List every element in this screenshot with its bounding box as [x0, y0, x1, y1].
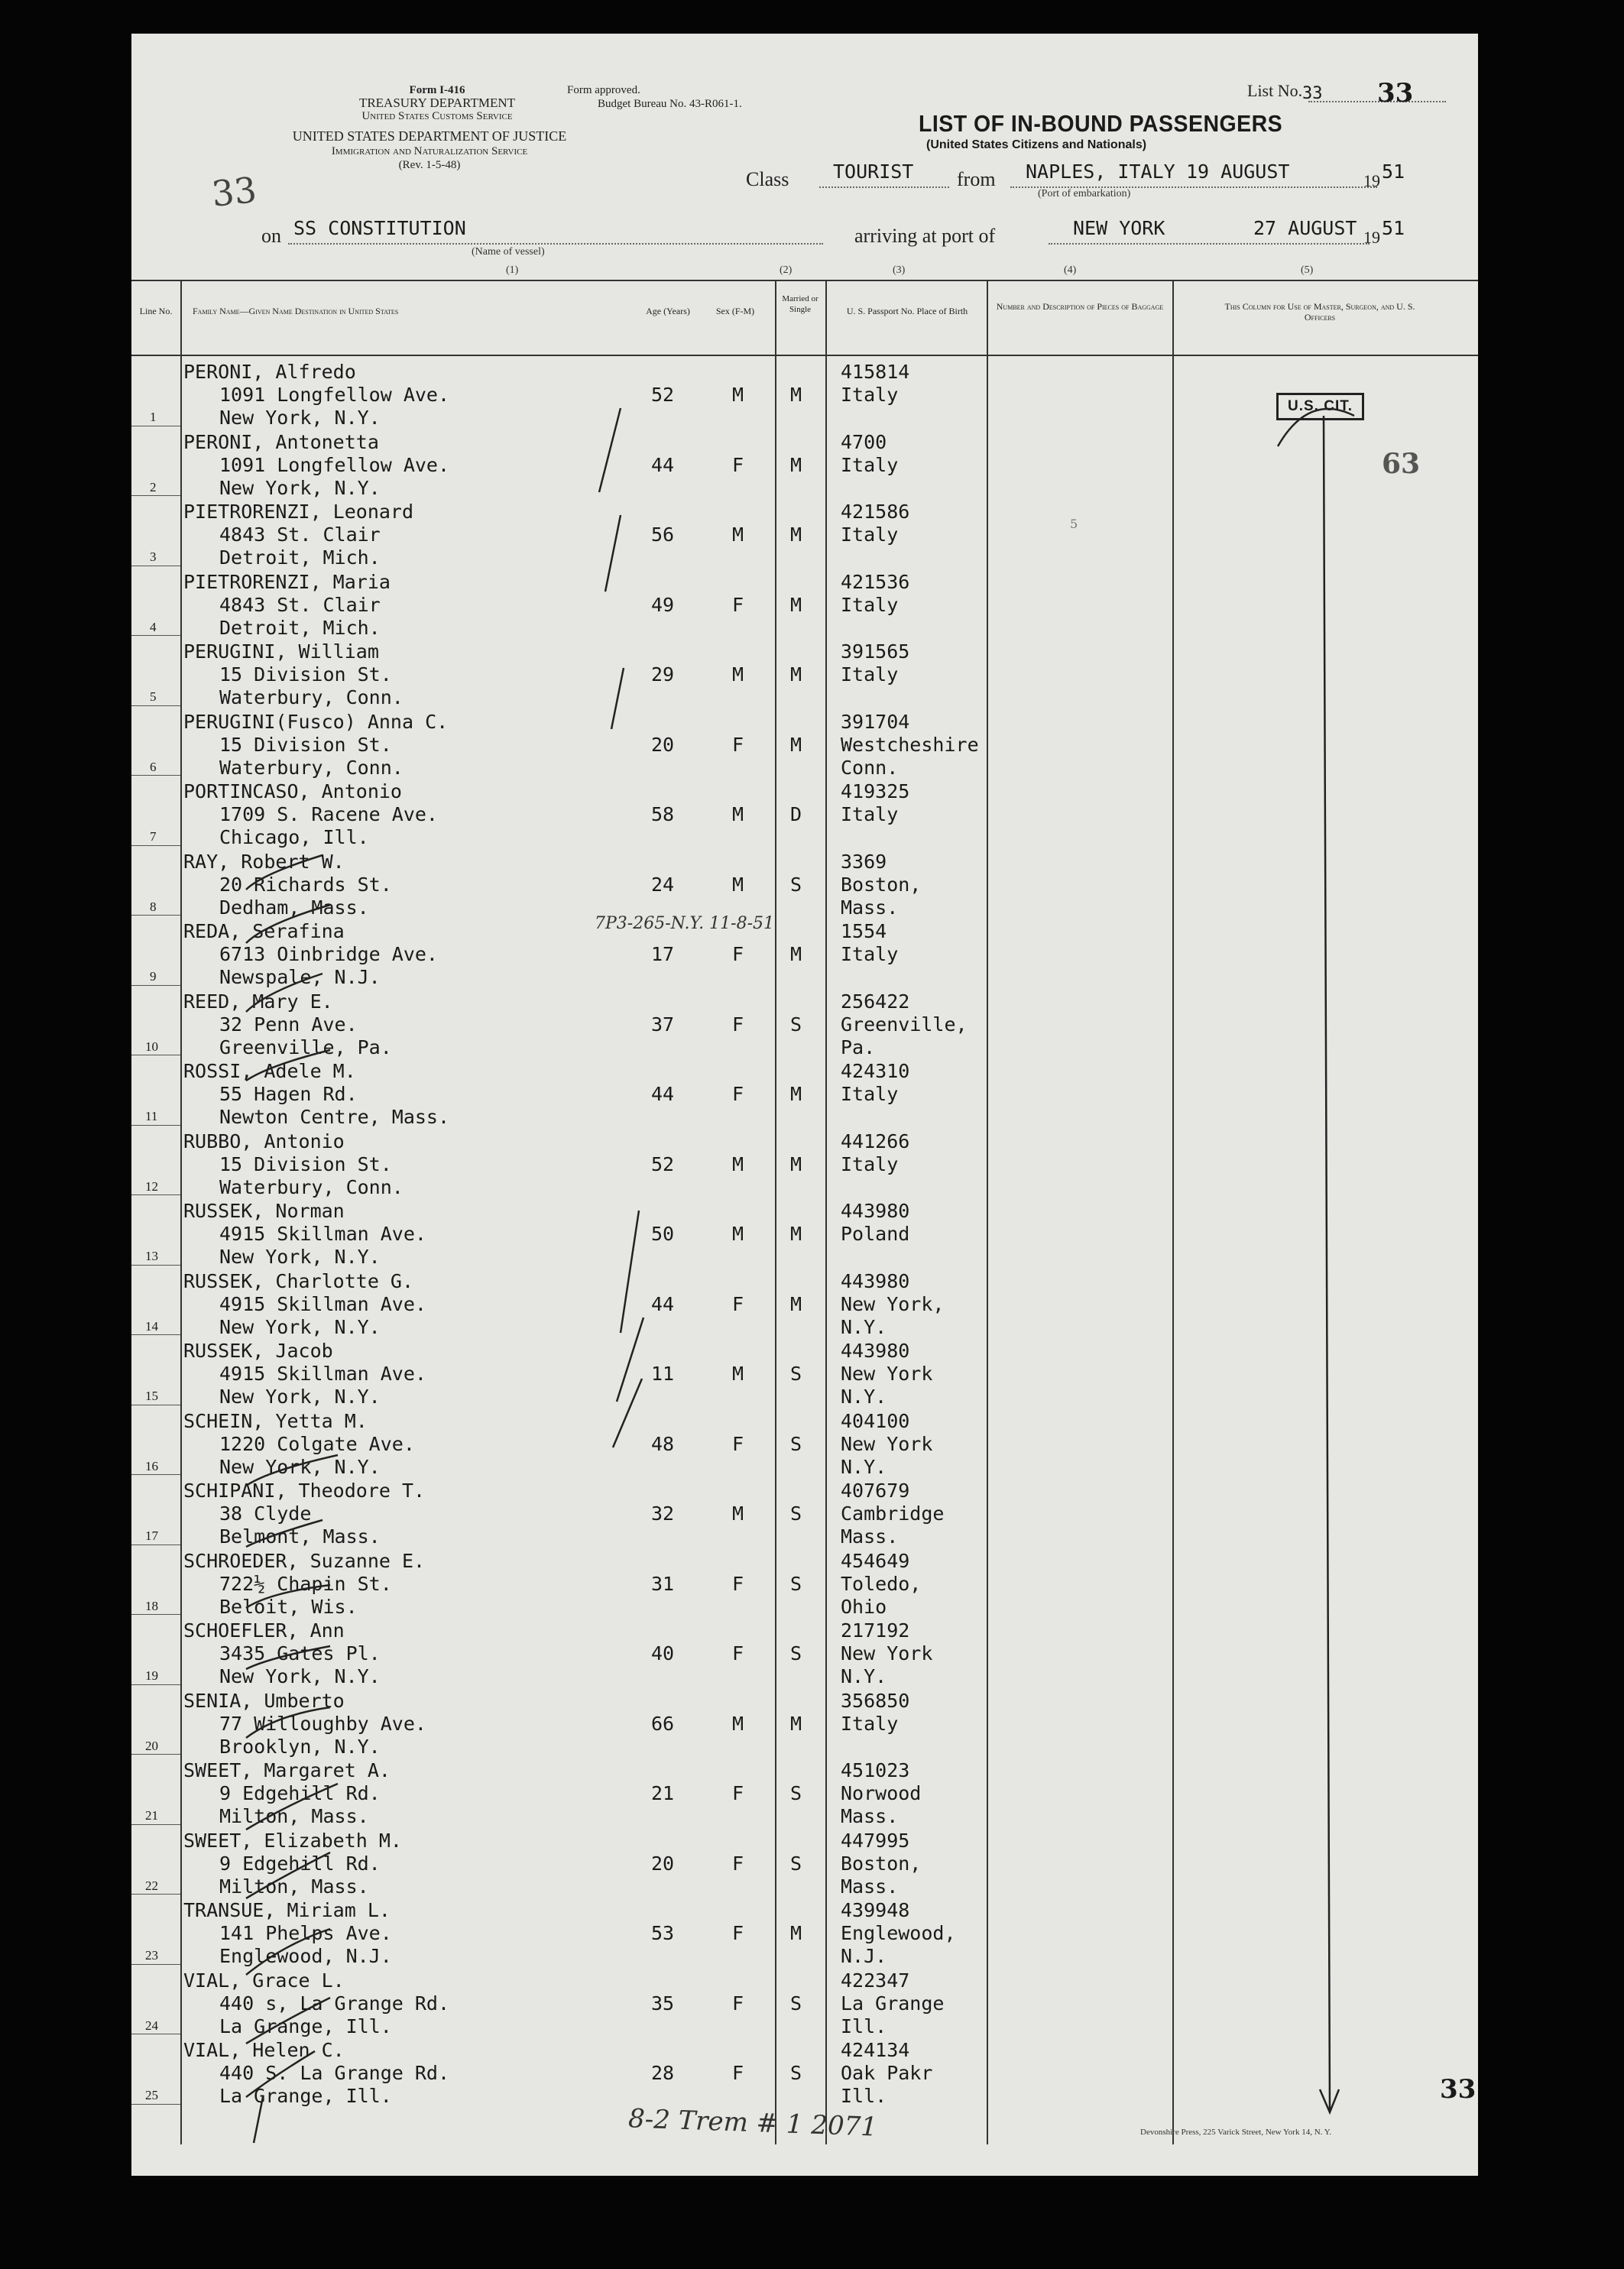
check-marks — [131, 34, 1478, 2176]
address-city: New York, N.Y. — [219, 1315, 381, 1338]
passport-number: 439948 — [841, 1899, 910, 1921]
age-value: 32 — [651, 1502, 675, 1525]
address-street: 32 Penn Ave. — [219, 1013, 358, 1036]
age-value: 35 — [651, 1992, 675, 2015]
age-value: 28 — [651, 2062, 675, 2084]
line-number: 1 — [150, 410, 157, 424]
address-city: New York, N.Y. — [219, 1665, 381, 1687]
line-number: 16 — [145, 1458, 158, 1473]
address-street: 20 Richards St. — [219, 873, 392, 896]
birth-place: Italy — [841, 453, 899, 476]
customs-heading: United States Customs Service — [361, 110, 513, 122]
age-value: 37 — [651, 1013, 675, 1036]
arrival-port: NEW YORK — [1073, 217, 1165, 239]
passport-number: 454649 — [841, 1549, 910, 1572]
col-header-officers: This Column for Use of Master, Surgeon, and U. S. Officers — [1224, 301, 1415, 323]
marital-status: M — [790, 453, 802, 476]
passport-number: 391704 — [841, 710, 910, 733]
birth-place: Oak Pakr — [841, 2062, 933, 2084]
age-value: 29 — [651, 663, 675, 686]
class-label: Class — [746, 168, 789, 190]
address-city: Dedham, Mass. — [219, 896, 369, 919]
birth-place-2: Ill. — [841, 2085, 887, 2107]
address-city: Newton Centre, Mass. — [219, 1106, 450, 1128]
birth-place: New York, — [841, 1292, 945, 1315]
sex-value: M — [732, 873, 744, 896]
address-city: Milton, Mass. — [219, 1875, 369, 1898]
passenger-name: RUSSEK, Jacob — [183, 1340, 333, 1362]
birth-place: Poland — [841, 1223, 910, 1245]
address-street: 15 Division St. — [219, 663, 392, 686]
passenger-name: RUBBO, Antonio — [183, 1130, 345, 1152]
passport-number: 443980 — [841, 1269, 910, 1292]
line-number: 15 — [145, 1389, 158, 1403]
line-number: 11 — [145, 1109, 158, 1123]
marital-status: M — [790, 943, 802, 965]
address-street: 9 Edgehill Rd. — [219, 1852, 381, 1875]
birth-place-2: Ohio — [841, 1595, 887, 1618]
age-value: 52 — [651, 384, 675, 406]
marital-status: S — [790, 1572, 802, 1595]
marital-status: M — [790, 593, 802, 616]
passenger-name: PERUGINI(Fusco) Anna C. — [183, 710, 449, 733]
marital-status: S — [790, 873, 802, 896]
sex-value: F — [732, 943, 744, 965]
birth-place: Cambridge — [841, 1502, 945, 1525]
sex-value: F — [732, 1572, 744, 1595]
marital-status: S — [790, 1852, 802, 1875]
sex-value: M — [732, 523, 744, 546]
ins-heading: Immigration and Naturalization Service — [331, 145, 528, 157]
address-city: New York, N.Y. — [219, 1386, 381, 1408]
page-title: LIST OF IN-BOUND PASSENGERS — [919, 110, 1283, 137]
sex-value: F — [732, 1642, 744, 1664]
address-city: New York, N.Y. — [219, 1455, 381, 1478]
passport-number: 421586 — [841, 501, 910, 523]
passenger-name: PERONI, Alfredo — [183, 361, 356, 383]
birth-place: Norwood — [841, 1782, 922, 1804]
age-value: 44 — [651, 453, 675, 476]
sex-value: M — [732, 1223, 744, 1245]
passenger-name: REED, Mary E. — [183, 990, 333, 1013]
passport-number: 3369 — [841, 850, 887, 873]
vessel-name: SS CONSTITUTION — [293, 217, 466, 239]
address-city: Belmont, Mass. — [219, 1525, 381, 1548]
class-value: TOURIST — [833, 160, 914, 183]
address-street: 440 S. La Grange Rd. — [219, 2062, 450, 2084]
col-number-1: (1) — [506, 264, 519, 276]
passenger-name: PIETRORENZI, Leonard — [183, 501, 414, 523]
departure-date: 19 AUGUST — [1186, 160, 1290, 183]
passport-number: 1554 — [841, 920, 887, 942]
birth-place: La Grange — [841, 1992, 945, 2015]
birth-place: Italy — [841, 943, 899, 965]
marital-status: M — [790, 384, 802, 406]
age-value: 44 — [651, 1292, 675, 1315]
col-header-baggage: Number and Description of Pieces of Baggage — [996, 301, 1164, 312]
line-number: 8 — [150, 899, 157, 914]
age-value: 49 — [651, 593, 675, 616]
margin-number: 33 — [209, 169, 259, 215]
row3-mark: 5 — [1070, 517, 1078, 531]
birth-place: Italy — [841, 663, 899, 686]
address-street: 3435 Gates Pl. — [219, 1642, 381, 1664]
marital-status: M — [790, 663, 802, 686]
age-value: 66 — [651, 1712, 675, 1735]
address-city: Waterbury, Conn. — [219, 756, 404, 779]
birth-place: New York — [841, 1642, 933, 1664]
passenger-name: SCHIPANI, Theodore T. — [183, 1480, 426, 1502]
sex-value: M — [732, 1502, 744, 1525]
line-number: 10 — [145, 1039, 158, 1054]
address-city: New York, N.Y. — [219, 1246, 381, 1268]
address-city: Detroit, Mich. — [219, 546, 381, 569]
line-number: 17 — [145, 1528, 158, 1543]
passenger-name: PIETRORENZI, Maria — [183, 570, 391, 593]
address-city: Detroit, Mich. — [219, 616, 381, 639]
birth-place-2: Ill. — [841, 2015, 887, 2037]
address-city: Milton, Mass. — [219, 1805, 369, 1827]
list-no-label: List No. — [1247, 81, 1303, 100]
address-street: 4843 St. Clair — [219, 593, 381, 616]
passport-number: 451023 — [841, 1759, 910, 1781]
passenger-name: RUSSEK, Norman — [183, 1200, 345, 1222]
treasury-heading: TREASURY DEPARTMENT — [358, 96, 516, 110]
vessel-caption: (Name of vessel) — [472, 246, 545, 258]
page-number: 33 — [1440, 2074, 1477, 2105]
address-city: Waterbury, Conn. — [219, 1175, 404, 1198]
passenger-name: SENIA, Umberto — [183, 1689, 345, 1712]
address-street: 1091 Longfellow Ave. — [219, 453, 450, 476]
age-value: 11 — [651, 1363, 675, 1385]
passenger-name: PERUGINI, William — [183, 640, 379, 663]
line-number: 18 — [145, 1598, 158, 1613]
age-value: 58 — [651, 803, 675, 825]
age-value: 17 — [651, 943, 675, 965]
address-street: 4843 St. Clair — [219, 523, 381, 546]
address-city: Brooklyn, N.Y. — [219, 1735, 381, 1758]
passenger-name: REDA, Serafina — [183, 920, 345, 942]
marital-status: M — [790, 733, 802, 756]
passenger-name: VIAL, Helen C. — [183, 2039, 345, 2061]
marital-status: D — [790, 803, 802, 825]
passenger-name: SWEET, Elizabeth M. — [183, 1829, 402, 1852]
col-number-3: (3) — [893, 264, 906, 276]
address-street: 9 Edgehill Rd. — [219, 1782, 381, 1804]
passport-number: 422347 — [841, 1969, 910, 1992]
age-value: 53 — [651, 1922, 675, 1944]
address-city: Beloit, Wis. — [219, 1595, 358, 1618]
sex-value: F — [732, 733, 744, 756]
passenger-name: ROSSI, Adele M. — [183, 1060, 356, 1082]
line-number: 22 — [145, 1878, 158, 1893]
line-number: 2 — [150, 479, 157, 494]
col-number-4: (4) — [1064, 264, 1077, 276]
line-number: 20 — [145, 1738, 158, 1753]
passport-number: 424310 — [841, 1060, 910, 1082]
manifest-page — [131, 34, 1478, 2176]
us-citizen-stamp: U.S. CIT. — [1276, 393, 1364, 420]
marital-status: S — [790, 1642, 802, 1664]
sex-value: F — [732, 1782, 744, 1804]
passport-number: 415814 — [841, 361, 910, 383]
marital-status: S — [790, 1502, 802, 1525]
passport-number: 256422 — [841, 990, 910, 1013]
address-city: Greenville, Pa. — [219, 1036, 392, 1058]
marital-status: M — [790, 1152, 802, 1175]
sex-value: M — [732, 1152, 744, 1175]
passenger-name: TRANSUE, Miriam L. — [183, 1899, 391, 1921]
birth-place: Italy — [841, 523, 899, 546]
address-street: 722½ Chapin St. — [219, 1572, 392, 1595]
col-header-name: Family Name—Given Name Destination in United States — [193, 306, 399, 316]
address-street: 77 Willoughby Ave. — [219, 1712, 426, 1735]
list-no-typed: 33 — [1302, 84, 1323, 103]
col-header-passport: U. S. Passport No. Place of Birth — [846, 306, 968, 316]
sex-value: F — [732, 1432, 744, 1455]
from-label: from — [957, 168, 996, 190]
address-street: 55 Hagen Rd. — [219, 1083, 358, 1105]
marital-status: M — [790, 1712, 802, 1735]
sex-value: M — [732, 1363, 744, 1385]
page-subtitle: (United States Citizens and Nationals) — [926, 138, 1147, 151]
birth-place: Westcheshire — [841, 733, 979, 756]
birth-place-2: Mass. — [841, 1805, 899, 1827]
sex-value: F — [732, 1852, 744, 1875]
birth-place: Italy — [841, 384, 899, 406]
marital-status: M — [790, 1223, 802, 1245]
passport-number: 443980 — [841, 1340, 910, 1362]
birth-place: New York — [841, 1363, 933, 1385]
birth-place: New York — [841, 1432, 933, 1455]
passport-number: 424134 — [841, 2039, 910, 2061]
marital-status: M — [790, 1922, 802, 1944]
address-street: 1091 Longfellow Ave. — [219, 384, 450, 406]
printer-credit: Devonshire Press, 225 Varick Street, New York 14, N. Y. — [1140, 2128, 1332, 2137]
sex-value: F — [732, 593, 744, 616]
line-number: 24 — [145, 2018, 158, 2033]
marital-status: S — [790, 1363, 802, 1385]
passport-number: 443980 — [841, 1200, 910, 1222]
sex-value: F — [732, 1083, 744, 1105]
col-header-line: Line No. — [139, 306, 173, 316]
birth-place-2: N.Y. — [841, 1315, 887, 1338]
row9-handwritten-note: 7P3-265-N.Y. 11-8-51 — [595, 914, 775, 933]
count-stamp: 63 — [1382, 448, 1421, 480]
age-value: 48 — [651, 1432, 675, 1455]
address-street: 1220 Colgate Ave. — [219, 1432, 415, 1455]
marital-status: S — [790, 1013, 802, 1036]
passenger-name: SCHEIN, Yetta M. — [183, 1409, 368, 1432]
passport-number: 356850 — [841, 1689, 910, 1712]
port-caption: (Port of embarkation) — [1038, 188, 1131, 199]
line-number: 19 — [145, 1668, 158, 1683]
passport-number: 407679 — [841, 1480, 910, 1502]
passport-number: 447995 — [841, 1829, 910, 1852]
birth-place: Boston, — [841, 1852, 922, 1875]
birth-place: Greenville, — [841, 1013, 968, 1036]
address-street: 4915 Skillman Ave. — [219, 1363, 426, 1385]
depart-year: 51 — [1382, 160, 1405, 183]
revision: (Rev. 1-5-48) — [398, 159, 461, 171]
address-city: La Grange, Ill. — [219, 2085, 392, 2107]
birth-place-2: N.Y. — [841, 1665, 887, 1687]
sex-value: F — [732, 1992, 744, 2015]
address-city: New York, N.Y. — [219, 476, 381, 499]
passport-number: 391565 — [841, 640, 910, 663]
sex-value: F — [732, 1292, 744, 1315]
passport-number: 4700 — [841, 430, 887, 453]
arrival-year-prefix: 19 — [1363, 228, 1380, 247]
address-street: 6713 Oinbridge Ave. — [219, 943, 438, 965]
marital-status: S — [790, 1782, 802, 1804]
bottom-scrawl: 8-2 Trem # 1 2071 — [627, 2103, 878, 2143]
passenger-name: VIAL, Grace L. — [183, 1969, 345, 1992]
birth-place-2: Pa. — [841, 1036, 876, 1058]
on-label: on — [261, 225, 281, 247]
passenger-name: PORTINCASO, Antonio — [183, 780, 402, 802]
line-number: 14 — [145, 1318, 158, 1334]
form-approved: Form approved. — [567, 84, 640, 96]
passenger-name: SCHROEDER, Suzanne E. — [183, 1549, 426, 1572]
passport-number: 421536 — [841, 570, 910, 593]
list-no-handwritten: 33 — [1377, 78, 1414, 109]
address-city: La Grange, Ill. — [219, 2015, 392, 2037]
address-street: 4915 Skillman Ave. — [219, 1292, 426, 1315]
justice-heading: UNITED STATES DEPARTMENT OF JUSTICE — [292, 128, 567, 144]
age-value: 24 — [651, 873, 675, 896]
marital-status: S — [790, 1992, 802, 2015]
passenger-name: PERONI, Antonetta — [183, 430, 379, 453]
col-header-sex: Sex (F-M) — [715, 306, 755, 316]
birth-place: Italy — [841, 1083, 899, 1105]
address-street: 440 s, La Grange Rd. — [219, 1992, 450, 2015]
col-header-age: Age (Years) — [646, 306, 690, 316]
budget-bureau: Budget Bureau No. 43-R061-1. — [598, 98, 742, 110]
arrival-date: 27 AUGUST — [1253, 217, 1357, 239]
passport-number: 404100 — [841, 1409, 910, 1432]
marital-status: S — [790, 1432, 802, 1455]
sex-value: M — [732, 384, 744, 406]
sex-value: M — [732, 1712, 744, 1735]
age-value: 50 — [651, 1223, 675, 1245]
birth-place-2: Mass. — [841, 1525, 899, 1548]
passenger-name: SCHOEFLER, Ann — [183, 1619, 345, 1642]
birth-place-2: Conn. — [841, 756, 899, 779]
address-street: 15 Division St. — [219, 1152, 392, 1175]
passport-number: 419325 — [841, 780, 910, 802]
depart-year-prefix: 19 — [1363, 171, 1380, 190]
sex-value: F — [732, 1013, 744, 1036]
passenger-name: RUSSEK, Charlotte G. — [183, 1269, 414, 1292]
age-value: 40 — [651, 1642, 675, 1664]
address-city: Waterbury, Conn. — [219, 686, 404, 708]
form-number: Form I-416 — [409, 84, 465, 96]
address-street: 4915 Skillman Ave. — [219, 1223, 426, 1245]
marital-status: M — [790, 523, 802, 546]
birth-place: Italy — [841, 593, 899, 616]
col-header-married: Married or Single — [782, 294, 818, 314]
sex-value: M — [732, 663, 744, 686]
age-value: 21 — [651, 1782, 675, 1804]
passenger-name: RAY, Robert W. — [183, 850, 345, 873]
line-number: 7 — [150, 829, 157, 844]
sex-value: M — [732, 803, 744, 825]
age-value: 31 — [651, 1572, 675, 1595]
address-city: Englewood, N.J. — [219, 1945, 392, 1967]
passport-number: 441266 — [841, 1130, 910, 1152]
address-city: New York, N.Y. — [219, 407, 381, 429]
port-of-embarkation: NAPLES, ITALY — [1026, 160, 1175, 183]
age-value: 44 — [651, 1083, 675, 1105]
line-number: 21 — [145, 1808, 158, 1823]
line-number: 12 — [145, 1178, 158, 1194]
age-value: 20 — [651, 733, 675, 756]
address-city: Newspale, N.J. — [219, 966, 381, 988]
line-number: 4 — [150, 619, 157, 634]
marital-status: M — [790, 1083, 802, 1105]
line-number: 5 — [150, 689, 157, 704]
marital-status: S — [790, 2062, 802, 2084]
sex-value: F — [732, 1922, 744, 1944]
arriving-label: arriving at port of — [854, 225, 996, 247]
address-street: 1709 S. Racene Ave. — [219, 803, 438, 825]
col-number-2: (2) — [780, 264, 793, 276]
birth-place: Englewood, — [841, 1922, 956, 1944]
address-street: 141 Phelps Ave. — [219, 1922, 392, 1944]
sex-value: F — [732, 2062, 744, 2084]
col-number-5: (5) — [1301, 264, 1314, 276]
line-number: 23 — [145, 1948, 158, 1963]
address-city: Chicago, Ill. — [219, 826, 369, 848]
line-number: 13 — [145, 1249, 158, 1263]
birth-place-2: Mass. — [841, 896, 899, 919]
verification-line — [1324, 416, 1330, 2112]
line-number: 25 — [145, 2088, 158, 2102]
birth-place: Italy — [841, 1712, 899, 1735]
line-number: 9 — [150, 969, 157, 984]
birth-place-2: N.Y. — [841, 1386, 887, 1408]
birth-place-2: N.J. — [841, 1945, 887, 1967]
birth-place: Boston, — [841, 873, 922, 896]
address-street: 38 Clyde — [219, 1502, 312, 1525]
age-value: 52 — [651, 1152, 675, 1175]
passenger-name: SWEET, Margaret A. — [183, 1759, 391, 1781]
birth-place: Toledo, — [841, 1572, 922, 1595]
arrival-year: 51 — [1382, 217, 1405, 239]
birth-place: Italy — [841, 1152, 899, 1175]
marital-status: M — [790, 1292, 802, 1315]
passport-number: 217192 — [841, 1619, 910, 1642]
birth-place: Italy — [841, 803, 899, 825]
age-value: 20 — [651, 1852, 675, 1875]
birth-place-2: Mass. — [841, 1875, 899, 1898]
line-number: 3 — [150, 549, 157, 564]
age-value: 56 — [651, 523, 675, 546]
birth-place-2: N.Y. — [841, 1455, 887, 1478]
sex-value: F — [732, 453, 744, 476]
line-number: 6 — [150, 759, 157, 774]
address-street: 15 Division St. — [219, 733, 392, 756]
